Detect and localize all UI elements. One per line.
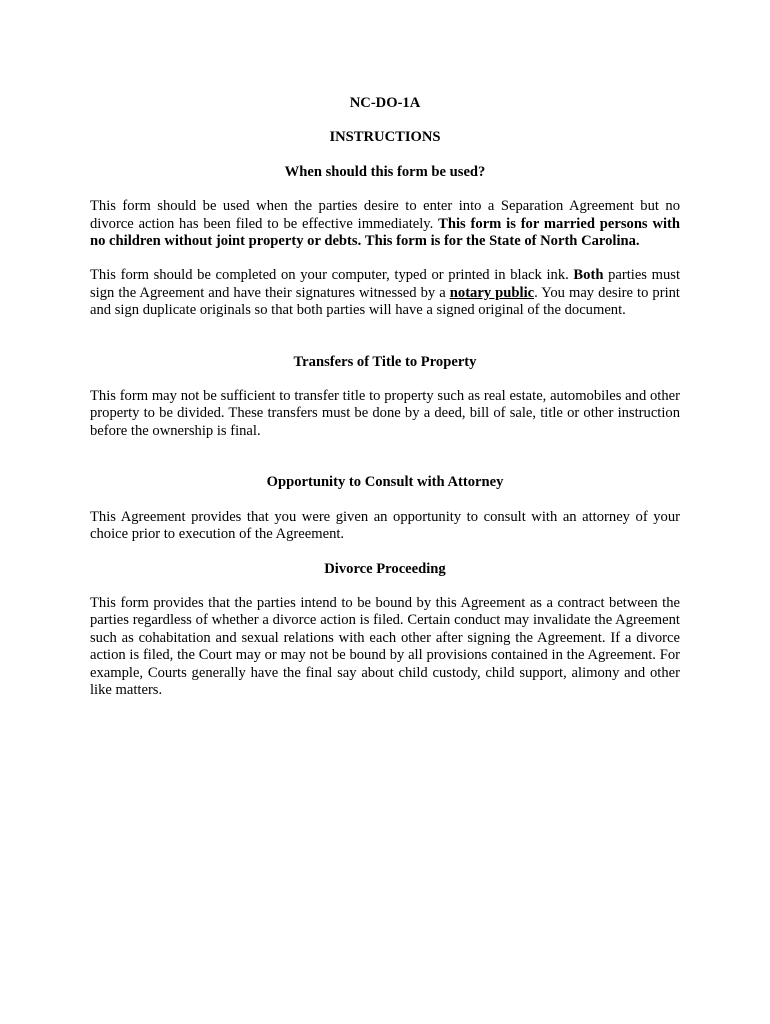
paragraph-consult: This Agreement provides that you were given an opportunity to consult with an attorney of your choice prior to execution of the Agreement.	[90, 508, 680, 543]
section-heading-divorce: Divorce Proceeding	[324, 560, 446, 577]
paragraph-usage	[90, 198, 680, 250]
page-title: INSTRUCTIONS	[329, 129, 441, 146]
usage-bold-state: This form is for the State of North Carolina.	[364, 233, 640, 250]
paragraph-divorce: This form provides that the parties intend to be bound by this Agreement as a contract between the parties regardless of whether a divorce action is filed. Certain conduct may invalidate the Agreement such as cohabitation and sexual relations with each other after signing the Agreement. If a divorce action is filed, the Court may or may not be bound by all provisions contained in the Agreement. For example, Courts generally have the final say about child custody, child support, alimony and other like matters.	[90, 594, 680, 698]
document-page	[90, 92, 680, 699]
document-code: NC-DO-1A	[349, 95, 421, 111]
completion-text-2: parties must sign the Agreement and have their signatures witnessed by a	[90, 267, 680, 301]
paragraph-completion	[90, 267, 680, 319]
completion-text-3: . You may desire to print and sign duplicate originals so that both parties will have a signed original of the document.	[90, 284, 680, 319]
section-heading-consult: Opportunity to Consult with Attorney	[266, 474, 504, 491]
completion-bold-both: Both	[573, 267, 604, 284]
usage-bold-married-persons: This form is for married persons with no children without joint property or debts.	[90, 215, 681, 250]
section-heading-transfers: Transfers of Title to Property	[293, 353, 477, 370]
section-heading-when-used: When should this form be used?	[284, 163, 486, 180]
paragraph-transfers: This form may not be sufficient to transfer title to property such as real estate, automobiles and other property to be divided. These transfers must be done by a deed, bill of sale, title or other instruction before the ownership is final.	[90, 388, 680, 439]
completion-text-1: This form should be completed on your computer, typed or printed in black ink.	[90, 267, 574, 284]
usage-text: This form should be used when the parties desire to enter into a Separation Agreement but no divorce action has been filed to be effective immediately.	[90, 198, 680, 232]
notary-public-term: notary public	[449, 284, 535, 301]
